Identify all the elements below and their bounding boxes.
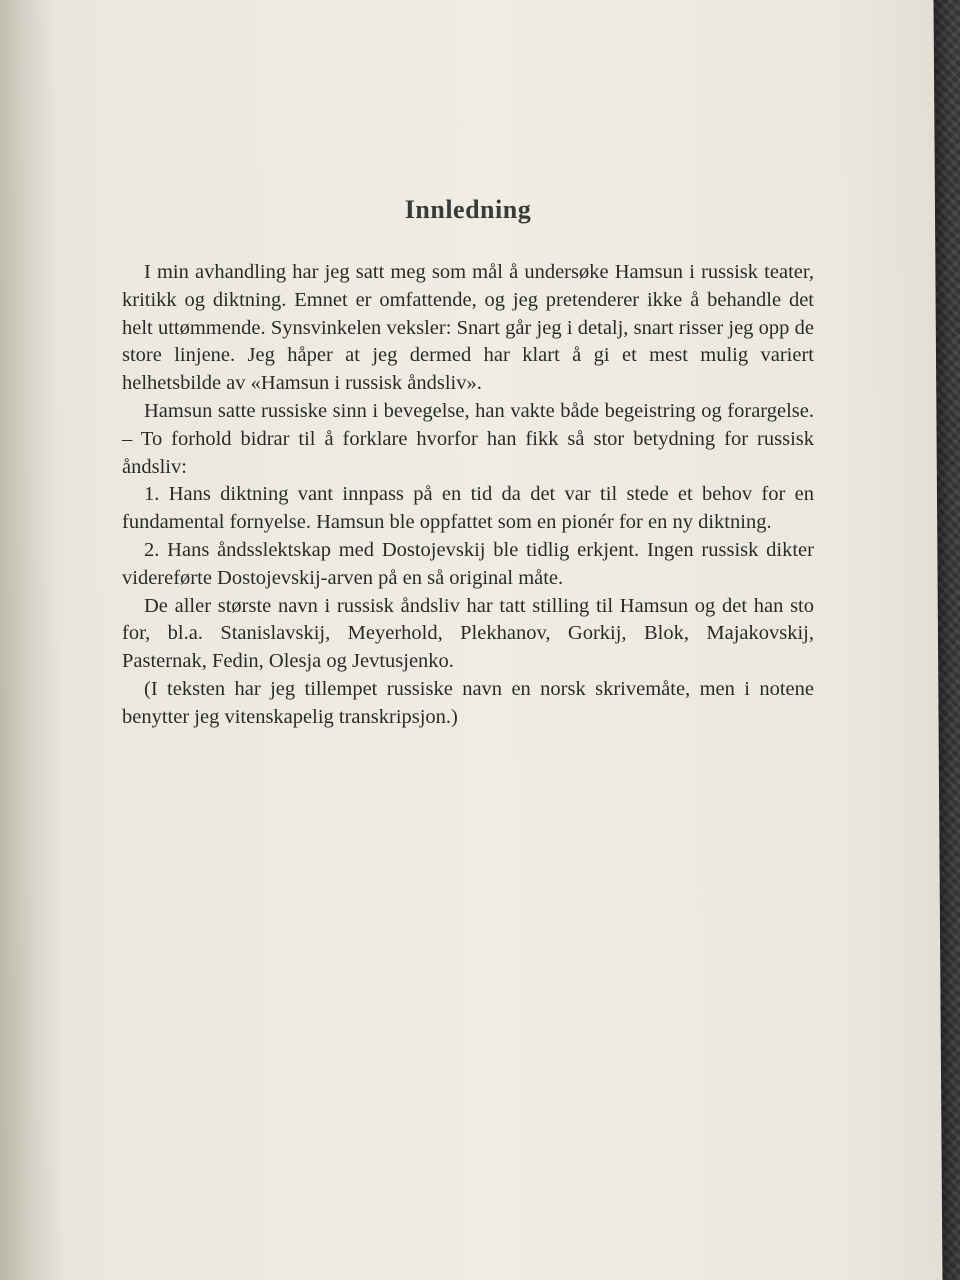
- list-item-1: 1. Hans diktning vant innpass på en tid da det var til stede et behov for en fundamental fornyelse. Hamsun ble oppfattet som en pionér for en ny diktning.: [122, 483, 814, 534]
- paragraph-names: De aller største navn i russisk åndsliv har tatt stilling til Hamsun og det han sto for, bl.a. Stanislavskij, Meyerhold, Plekhanov, Gorkij, Blok, Majakovskij, Pasternak, Fedin, Olesja og Jevtusjenko.: [122, 594, 814, 673]
- paragraph-context: Hamsun satte russiske sinn i bevegelse, han vakte både begeistring og forargelse. – To forhold bidrar til å forklare hvorfor han fikk så stor betydning for russisk åndsliv:: [122, 399, 814, 478]
- chapter-heading: Innledning: [404, 195, 532, 224]
- paragraph-intro: I min avhandling har jeg satt meg som mål å undersøke Hamsun i russisk teater, kritikk og diktning. Emnet er omfattende, og jeg pretenderer ikke å behandle det helt uttømmende. Synsvinkelen veksler: Snart går jeg i detalj, snart risser jeg opp de store linjene. Jeg håper at jeg dermed har klart å gi et mest mulig variert helhetsbilde av «Hamsun i russisk åndsliv».: [122, 261, 814, 395]
- page-text-block: [122, 195, 814, 732]
- paragraph-transcription-note: (I teksten har jeg tillempet russiske navn en norsk skrivemåte, men i notene benytter jeg vitenskapelig transkripsjon.): [122, 677, 814, 728]
- list-item-2: 2. Hans åndsslektskap med Dostojevskij ble tidlig erkjent. Ingen russisk dikter videreførte Dostojevskij-arven på en så original måte.: [122, 538, 814, 589]
- page-gutter-shadow: [0, 0, 65, 1280]
